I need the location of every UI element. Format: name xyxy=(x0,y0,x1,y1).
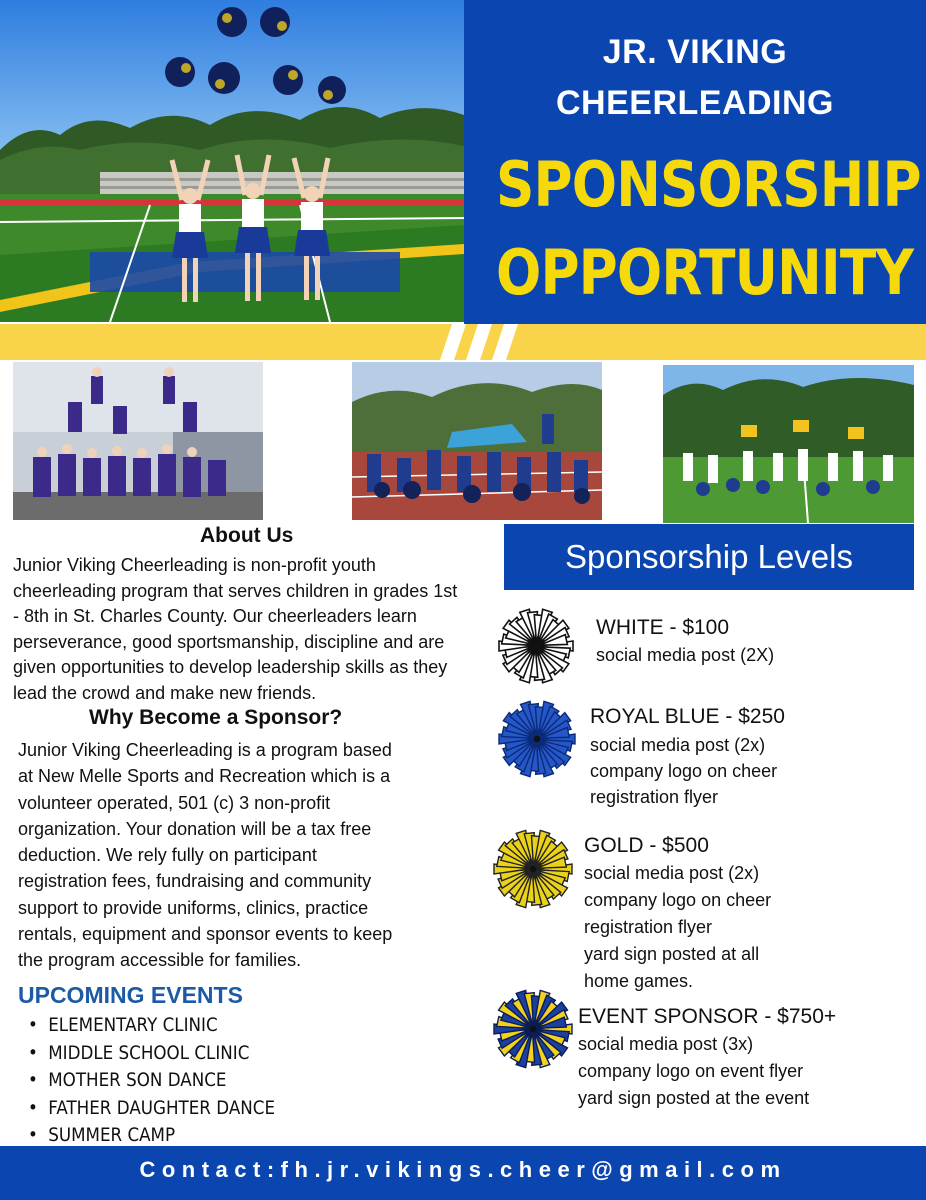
event-item: • MIDDLE SCHOOL CLINIC xyxy=(28,1040,275,1068)
about-line: cheerleading program that serves children in grades 1st xyxy=(13,580,458,601)
tier-event-benefit: company logo on event flyer xyxy=(578,1061,804,1081)
why-heading: Why Become a Sponsor? xyxy=(89,706,343,729)
events-list xyxy=(28,1012,309,1150)
tier-white-benefit: social media post (2X) xyxy=(596,645,775,665)
blue-gold-pompom-icon xyxy=(491,988,575,1070)
blue-pompom-icon xyxy=(496,699,578,779)
tier-gold-benefit: registration flyer xyxy=(584,917,713,937)
event-item: • SUMMER CAMP xyxy=(28,1122,275,1150)
about-line: lead the crowd and make new friends. xyxy=(13,682,317,703)
tier-gold-benefit: home games. xyxy=(584,971,694,991)
tier-blue-benefit: registration flyer xyxy=(590,787,719,807)
title-opportunity: OPPORTUNITY xyxy=(496,236,914,309)
decorative-stripe xyxy=(0,324,926,360)
why-line: the program accessible for families. xyxy=(18,950,302,971)
sponsorship-levels-banner xyxy=(504,524,914,590)
why-text xyxy=(18,737,392,974)
tier-blue-benefit: company logo on cheer xyxy=(590,761,778,781)
tier-event-name: EVENT SPONSOR - $750+ xyxy=(578,1005,837,1028)
tier-blue-benefit: social media post (2x) xyxy=(590,735,766,755)
why-line: Junior Viking Cheerleading is a program based xyxy=(18,740,392,760)
tier-gold-benefit: yard sign posted at all xyxy=(584,944,760,964)
tier-gold-benefit: social media post (2x) xyxy=(584,863,760,883)
about-heading: About Us xyxy=(200,524,294,547)
events-heading: UPCOMING EVENTS xyxy=(18,982,243,1008)
about-line: perseverance, good sportsmanship, discipline and are xyxy=(13,631,445,652)
tier-gold-benefit: company logo on cheer xyxy=(584,890,772,910)
contact-footer xyxy=(0,1146,926,1200)
title-line-2: CHEERLEADING xyxy=(555,84,835,122)
sponsorship-levels-heading: Sponsorship Levels xyxy=(564,538,853,575)
contact-email: Contact:fh.jr.vikings.cheer@gmail.com xyxy=(139,1157,787,1182)
gold-pompom-icon xyxy=(491,828,575,910)
tier-event-benefit: social media post (3x) xyxy=(578,1034,754,1054)
why-line: at New Melle Sports and Recreation which is a xyxy=(18,766,391,787)
tier-event-benefit: yard sign posted at the event xyxy=(578,1088,810,1108)
cheer-field-photo xyxy=(663,365,914,523)
why-line: deduction. We rely fully on participant xyxy=(18,845,317,866)
about-line: given opportunities to develop leadership skills as they xyxy=(13,657,448,677)
title-line-1: JR. VIKING xyxy=(602,33,788,71)
about-line: Junior Viking Cheerleading is non-profit youth xyxy=(13,555,376,575)
tier-blue-name: ROYAL BLUE - $250 xyxy=(590,705,785,728)
event-item: • ELEMENTARY CLINIC xyxy=(28,1012,275,1040)
white-pompom-icon xyxy=(496,606,576,686)
why-line: registration fees, fundraising and community xyxy=(18,871,372,892)
why-line: volunteer operated, 501 (c) 3 non-profit xyxy=(18,792,331,813)
cheer-pyramid-photo xyxy=(13,362,263,520)
title-panel xyxy=(464,0,926,324)
event-item: • MOTHER SON DANCE xyxy=(28,1067,275,1095)
about-text xyxy=(13,553,457,706)
why-line: rentals, equipment and sponsor events to keep xyxy=(18,924,393,945)
hero-photo xyxy=(0,0,464,322)
about-line: - 8th in St. Charles County. Our cheerleaders learn xyxy=(13,606,417,626)
tier-gold-name: GOLD - $500 xyxy=(584,834,709,857)
why-line: organization. Your donation will be a tax free xyxy=(18,818,372,839)
tier-white-name: WHITE - $100 xyxy=(596,616,730,639)
title-sponsorship: SPONSORSHIP xyxy=(496,148,921,221)
cheer-track-photo xyxy=(352,362,602,520)
why-line: support to provide uniforms, clinics, practice xyxy=(18,897,369,918)
event-item: • FATHER DAUGHTER DANCE xyxy=(28,1095,275,1123)
